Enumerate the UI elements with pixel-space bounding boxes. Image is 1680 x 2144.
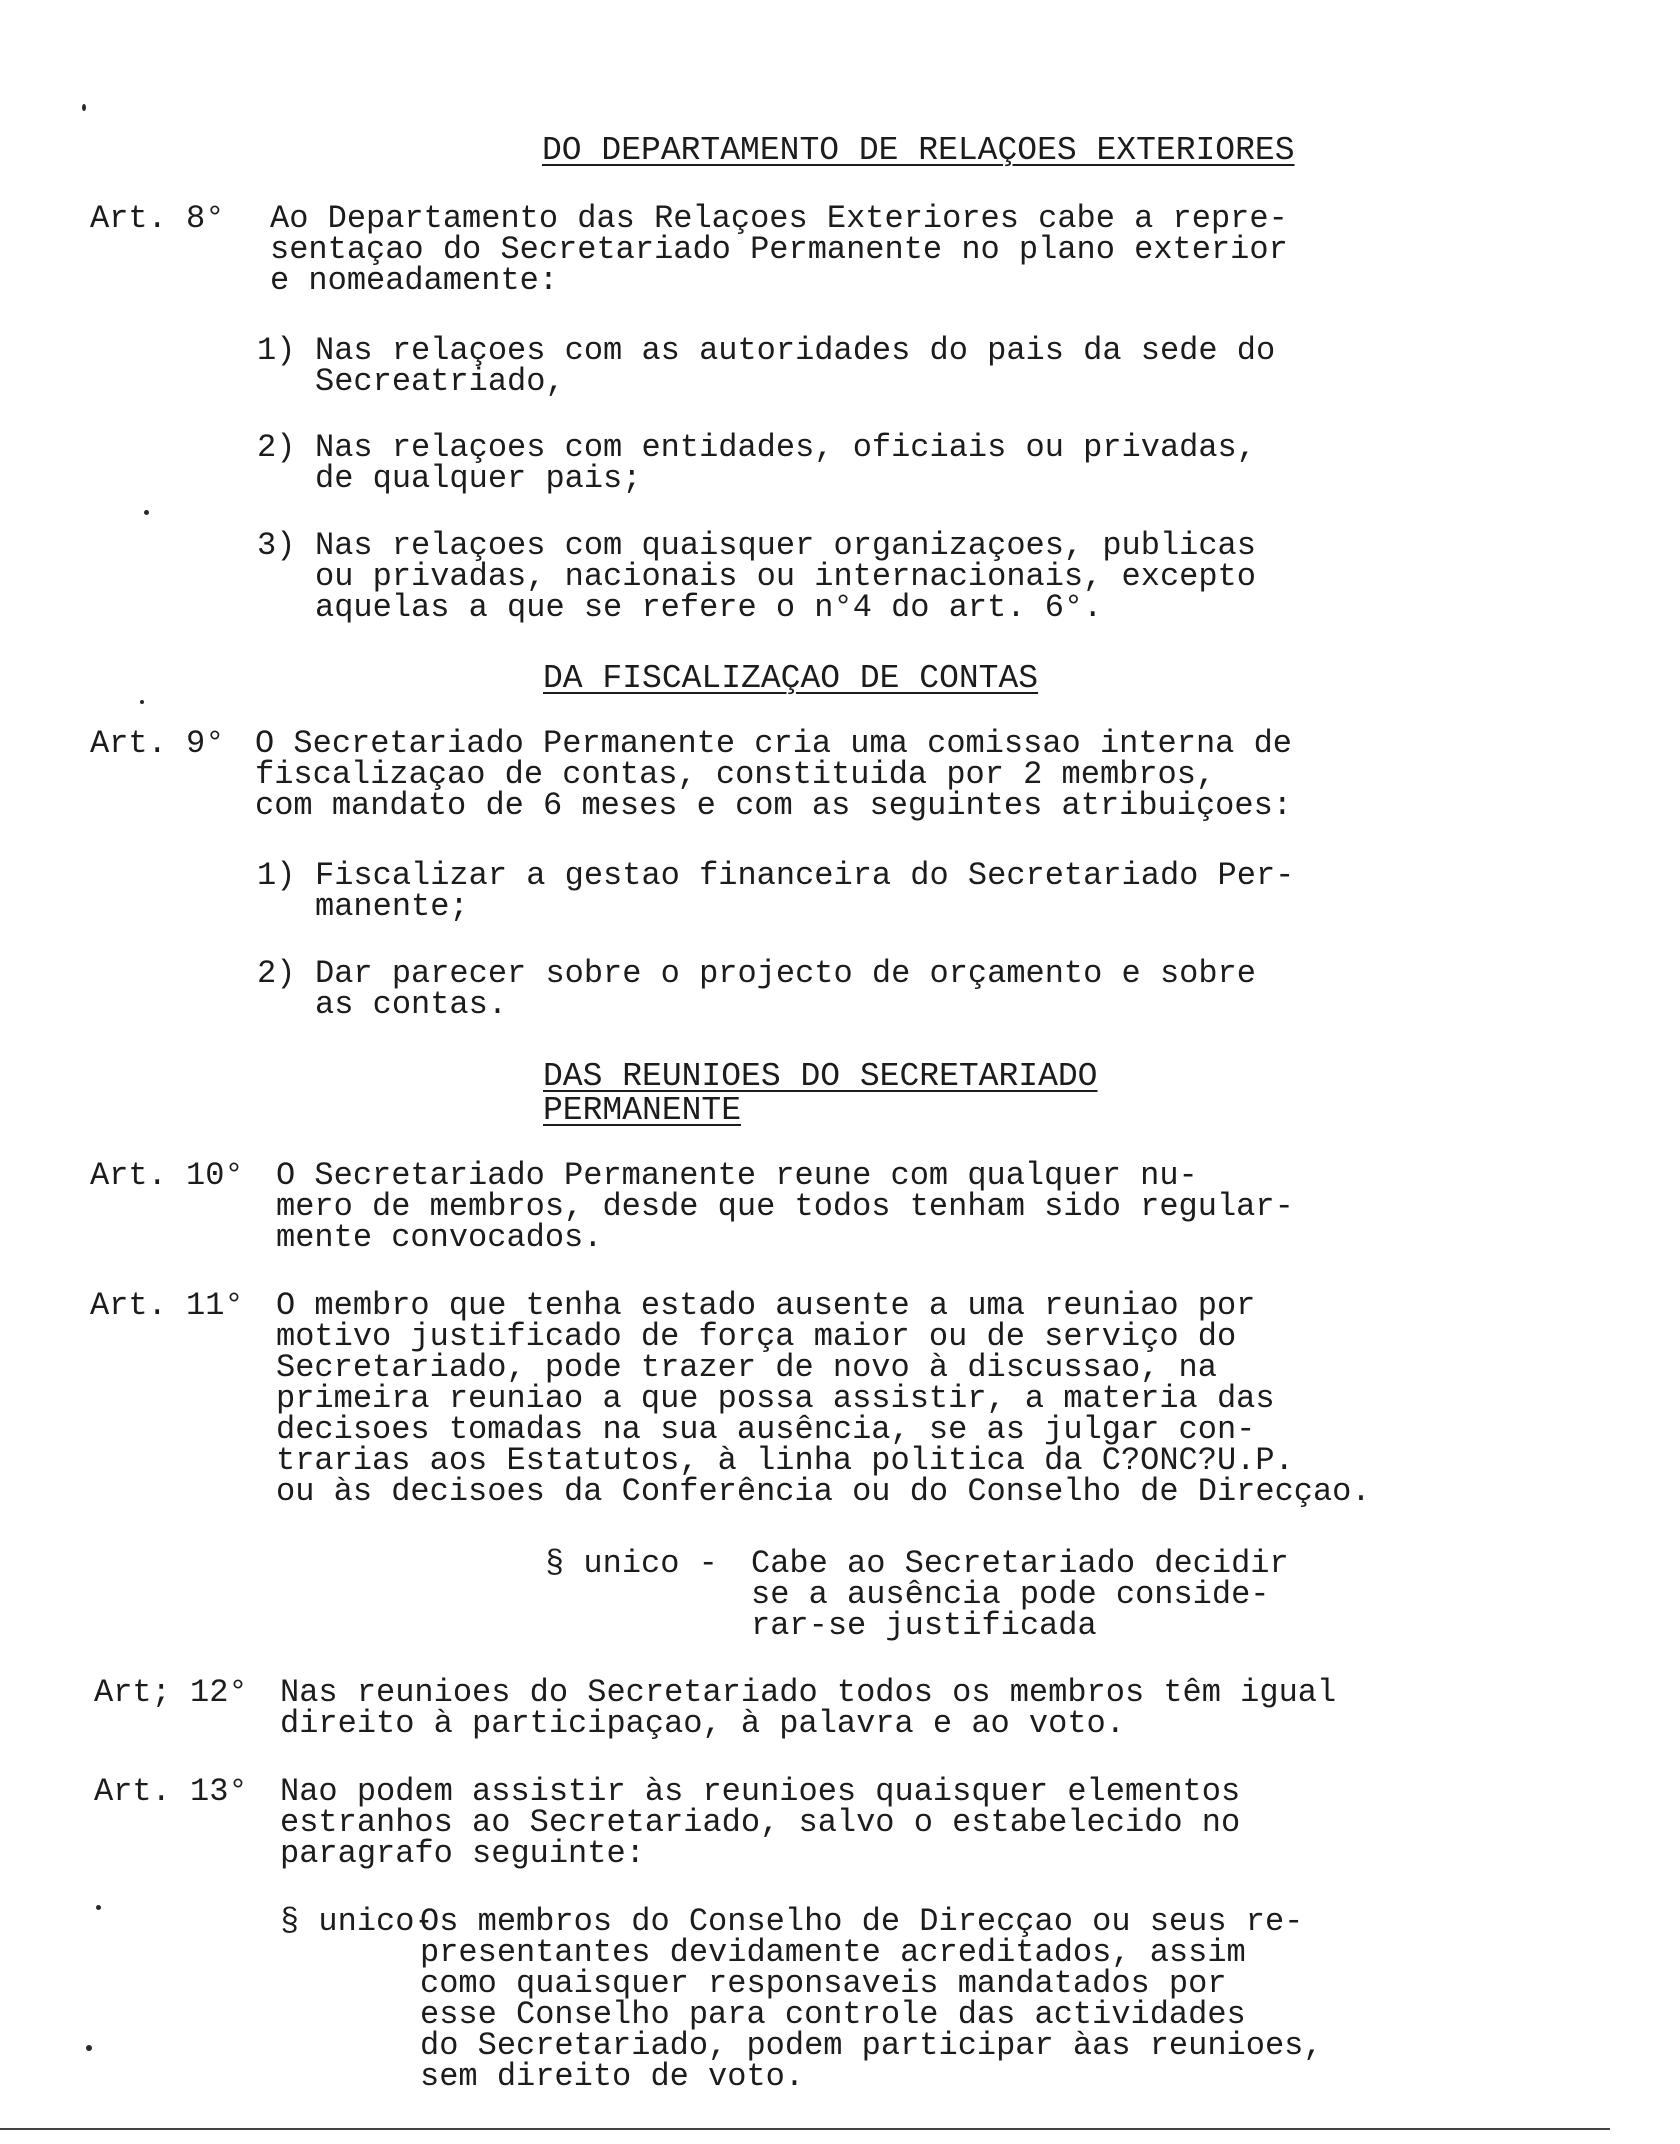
article-label: Art. 10° [90, 1157, 244, 1194]
text-line: aquelas a que se refere o n°4 do art. 6°. [315, 589, 1103, 626]
text-line: Cabe ao Secretariado decidir [751, 1545, 1289, 1582]
paragraph-text [751, 1545, 1289, 1644]
article-text [280, 1773, 1241, 1872]
text-line: de qualquer pais; [315, 460, 642, 497]
item-number: 1) [257, 332, 296, 369]
section-heading-reunioes: DAS REUNIOES DO SECRETARIADO [543, 1058, 1098, 1095]
text-line: Nas relaçoes com entidades, oficiais ou privadas, [315, 429, 1256, 466]
text-line: estranhos ao Secretariado, salvo o estabelecido no [280, 1804, 1241, 1841]
text-line: Fiscalizar a gestao financeira do Secretariado Per- [315, 857, 1295, 894]
text-line: Nao podem assistir às reunioes quaisquer elementos [280, 1773, 1241, 1810]
text-line: Nas relaçoes com quaisquer organizaçoes, publicas [315, 527, 1256, 564]
article-label: Art. 13° [94, 1773, 248, 1810]
text-line: sentaçao do Secretariado Permanente no plano exterior [270, 231, 1288, 268]
text-line: mente convocados. [276, 1219, 603, 1256]
article-label: Art. 8° [90, 200, 225, 237]
text-line: primeira reuniao a que possa assistir, a materia das [276, 1380, 1275, 1417]
text-line: Secretariado, pode trazer de novo à discussao, na [276, 1349, 1217, 1386]
article-text [280, 1674, 1337, 1742]
text-line: rar-se justificada [751, 1607, 1097, 1644]
section-heading-reunioes-continued: PERMANENTE [543, 1092, 742, 1129]
scan-speck [86, 2045, 92, 2051]
scan-speck [96, 1905, 101, 1910]
item-number: 2) [257, 429, 296, 466]
text-line: mero de membros, desde que todos tenham sido regular- [276, 1188, 1294, 1225]
text-line: com mandato de 6 meses e com as seguintes atribuiçoes: [255, 787, 1292, 824]
scan-speck [140, 700, 144, 704]
item-text [315, 955, 1256, 1023]
text-line: Ao Departamento das Relaçoes Exteriores cabe a repre- [270, 200, 1288, 237]
item-text [315, 429, 1256, 497]
text-line: do Secretariado, podem participar àas reunioes, [420, 2027, 1323, 2064]
text-line: Os membros do Conselho de Direcçao ou seus re- [420, 1903, 1304, 1940]
text-line: ou privadas, nacionais ou internacionais, excepto [315, 558, 1256, 595]
article-text [276, 1287, 1371, 1510]
paragraph-text [420, 1903, 1323, 2095]
text-line: O Secretariado Permanente reune com qualquer nu- [276, 1157, 1198, 1194]
article-label: Art. 11° [90, 1287, 244, 1324]
text-line: esse Conselho para controle das actividades [420, 1996, 1246, 2033]
text-line: como quaisquer responsaveis mandatados por [420, 1965, 1227, 2002]
item-text [315, 857, 1295, 925]
text-line: sem direito de voto. [420, 2058, 805, 2095]
text-line: Secreatriado, [315, 363, 565, 400]
text-line: presentantes devidamente acreditados, assim [420, 1934, 1246, 1971]
text-line: paragrafo seguinte: [280, 1835, 645, 1872]
text-line: trarias aos Estatutos, à linha politica da C?ONC?U.P. [276, 1442, 1294, 1479]
article-label: Art; 12° [94, 1674, 248, 1711]
text-line: decisoes tomadas na sua ausência, se as julgar con- [276, 1411, 1256, 1448]
text-line: Dar parecer sobre o projecto de orçamento e sobre [315, 955, 1256, 992]
item-text [315, 332, 1276, 400]
item-number: 1) [257, 857, 296, 894]
section-heading-relacoes-exteriores: DO DEPARTAMENTO DE RELAÇOES EXTERIORES [542, 132, 1295, 169]
text-line: O membro que tenha estado ausente a uma reuniao por [276, 1287, 1256, 1324]
article-text [270, 200, 1288, 299]
article-text [255, 725, 1292, 824]
scan-speck [144, 510, 149, 515]
paragraph-label: § unico - [545, 1545, 718, 1582]
article-text [276, 1157, 1294, 1256]
text-line: Nas relaçoes com as autoridades do pais da sede do [315, 332, 1276, 369]
text-line: fiscalizaçao de contas, constituida por 2 membros, [255, 756, 1216, 793]
item-number: 2) [257, 955, 296, 992]
article-label: Art. 9° [90, 725, 225, 762]
page-bottom-edge [0, 2128, 1610, 2130]
scan-speck [82, 104, 86, 111]
text-line: manente; [315, 888, 469, 925]
text-line: se a ausência pode conside- [751, 1576, 1270, 1613]
section-heading-fiscalizacao: DA FISCALIZAÇAO DE CONTAS [543, 660, 1039, 697]
text-line: as contas. [315, 986, 508, 1023]
text-line: Nas reunioes do Secretariado todos os membros têm igual [280, 1674, 1337, 1711]
paragraph-label: § unico- [280, 1903, 434, 1940]
item-number: 3) [257, 527, 296, 564]
text-line: e nomeadamente: [270, 262, 559, 299]
item-text [315, 527, 1256, 626]
text-line: direito à participaçao, à palavra e ao voto. [280, 1705, 1125, 1742]
text-line: motivo justificado de força maior ou de serviço do [276, 1318, 1237, 1355]
text-line: O Secretariado Permanente cria uma comissao interna de [255, 725, 1292, 762]
text-line: ou às decisoes da Conferência ou do Conselho de Direcçao. [276, 1473, 1371, 1510]
